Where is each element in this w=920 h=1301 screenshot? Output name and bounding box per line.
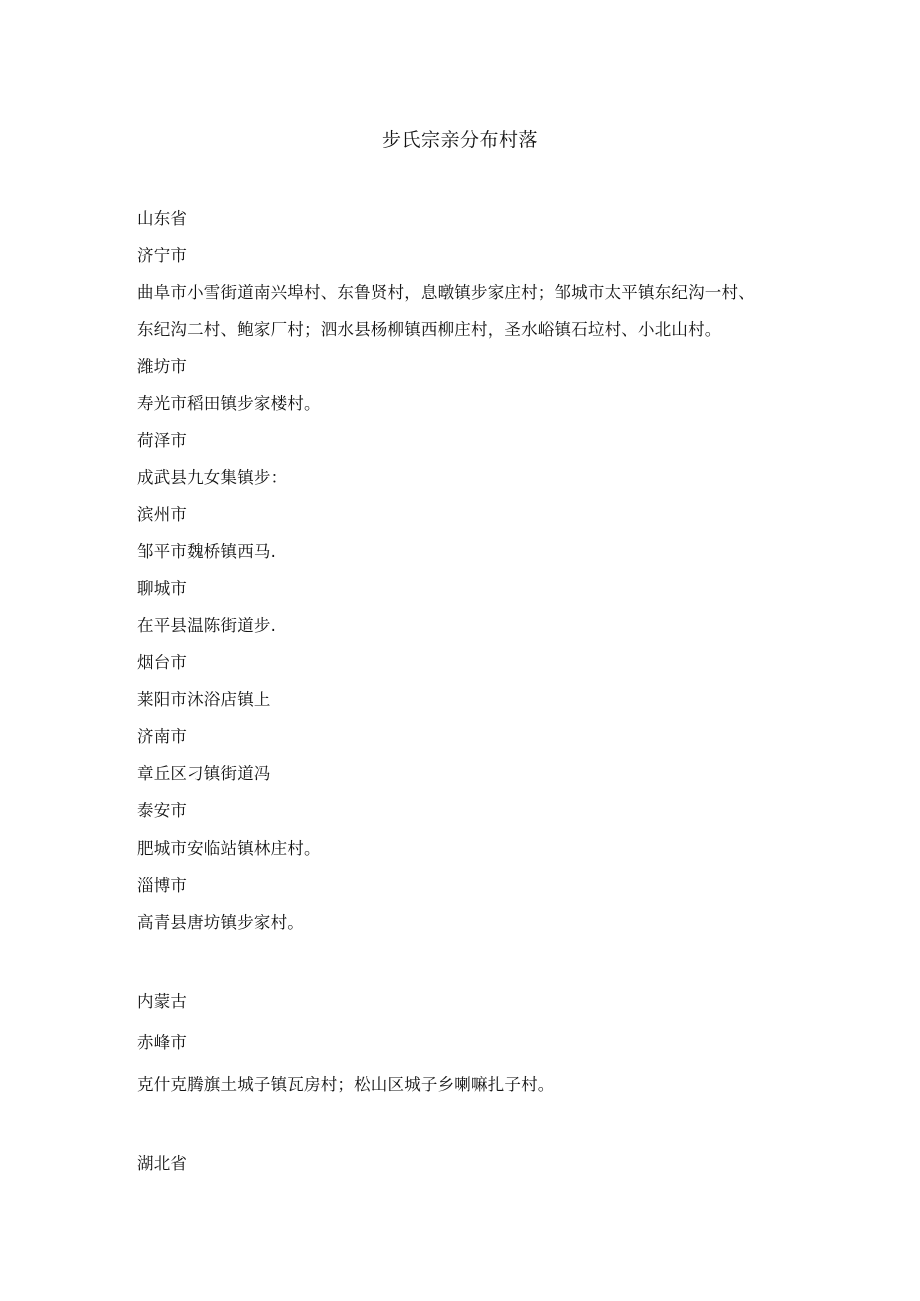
village-list-line: 曲阜市小雪街道南兴埠村、东鲁贤村，息暾镇步家庄村；邹城市太平镇东纪沟一村、 — [137, 283, 755, 302]
village-list-line: 寿光市稻田镇步家楼村。 — [137, 394, 321, 413]
village-list-line: 克什克腾旗土城子镇瓦房村；松山区城子乡喇嘛扎子村。 — [137, 1075, 555, 1094]
city-heading: 济宁市 — [137, 246, 188, 265]
city-heading: 淄博市 — [137, 876, 188, 895]
city-heading: 泰安市 — [137, 801, 188, 820]
village-list-line: 肥城市安临站镇林庄村。 — [137, 839, 321, 858]
province-heading: 山东省 — [137, 209, 188, 228]
city-heading: 烟台市 — [137, 653, 188, 672]
province-heading: 内蒙古 — [137, 992, 188, 1011]
document-title: 步氏宗亲分布村落 — [381, 129, 538, 151]
village-list-line: 在平县温陈街道步. — [137, 616, 277, 635]
city-heading: 潍坊市 — [137, 357, 188, 376]
province-heading: 湖北省 — [137, 1154, 188, 1173]
village-list-line: 邹平市魏桥镇西马. — [137, 542, 277, 561]
city-heading: 聊城市 — [137, 579, 188, 598]
village-list-line: 成武县九女集镇步： — [137, 468, 288, 487]
village-list-line: 莱阳市沐浴店镇上 — [137, 690, 271, 709]
city-heading: 赤峰市 — [137, 1033, 188, 1052]
village-list-line: 东纪沟二村、鲍家厂村；泗水县杨柳镇西柳庄村，圣水峪镇石垃村、小北山村。 — [137, 320, 722, 339]
city-heading: 荷泽市 — [137, 431, 188, 450]
village-list-line: 章丘区刁镇街道冯 — [137, 764, 271, 783]
village-list-line: 高青县唐坊镇步家村。 — [137, 913, 304, 932]
city-heading: 滨州市 — [137, 505, 188, 524]
city-heading: 济南市 — [137, 727, 188, 746]
